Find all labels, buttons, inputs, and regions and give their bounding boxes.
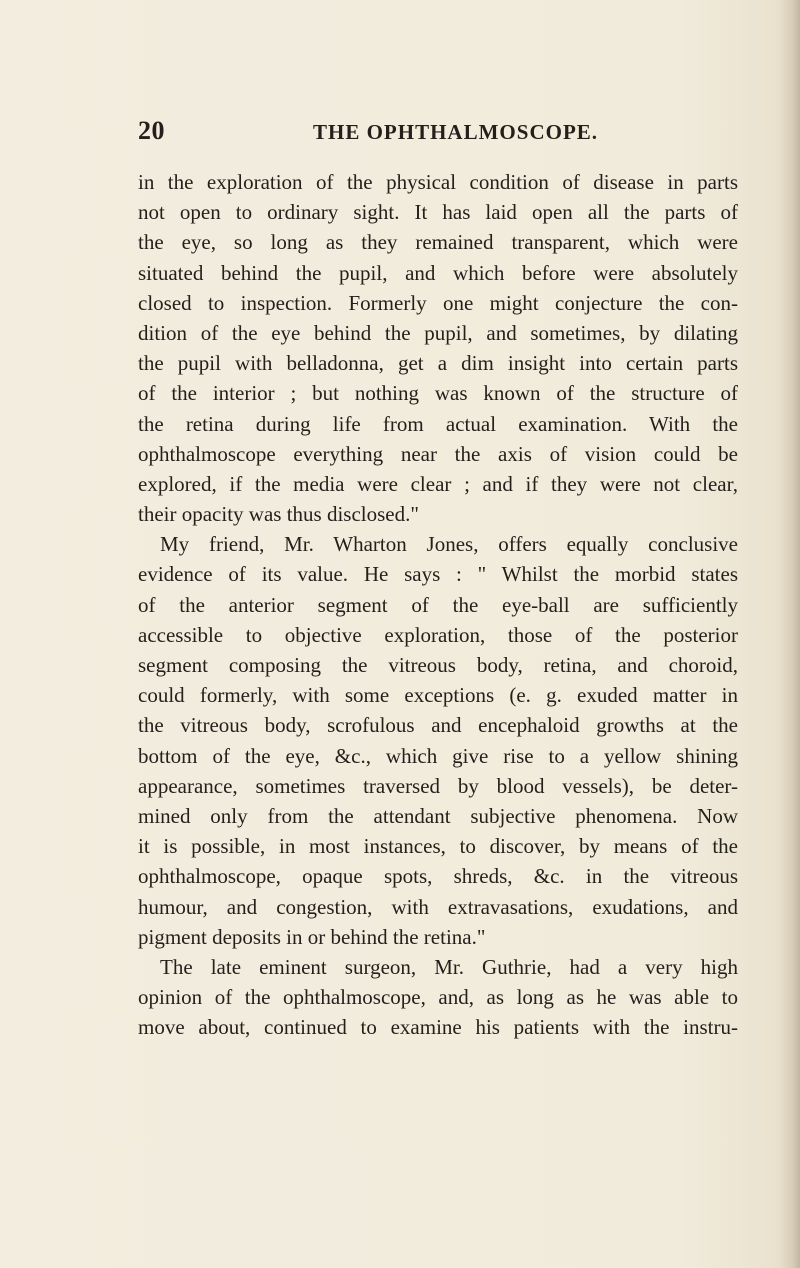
text-line: explored, if the media were clear ; and if they were not clear, <box>138 471 738 496</box>
text-line: the retina during life from actual examination. With the <box>138 411 738 436</box>
text-line: in the exploration of the physical condition of disease in parts <box>138 170 738 194</box>
text-line: opinion of the ophthalmoscope, and, as long as he was able to <box>138 985 738 1010</box>
text-line: My friend, Mr. Wharton Jones, offers equally conclusive <box>160 532 738 557</box>
running-title: THE OPHTHALMOSCOPE. <box>313 120 599 144</box>
page-header <box>138 116 738 152</box>
page-number: 20 <box>138 116 165 145</box>
text-line: humour, and congestion, with extravasations, exudations, and <box>138 894 738 919</box>
text-line: the pupil with belladonna, get a dim insight into certain parts <box>138 351 738 376</box>
text-line: ophthalmoscope, opaque spots, shreds, &c. in the vitreous <box>138 864 738 889</box>
text-line: situated behind the pupil, and which before were absolutely <box>138 260 738 285</box>
text-line: dition of the eye behind the pupil, and sometimes, by dilating <box>138 320 738 345</box>
text-line: of the anterior segment of the eye-ball are sufficiently <box>138 592 738 617</box>
text-line: evidence of its value. He says : " Whilst the morbid states <box>138 562 738 587</box>
text-line: bottom of the eye, &c., which give rise to a yellow shining <box>138 743 738 768</box>
text-line: mined only from the attendant subjective phenomena. Now <box>138 803 738 828</box>
text-line: the vitreous body, scrofulous and encephaloid growths at the <box>138 713 738 738</box>
text-line: pigment deposits in or behind the retina." <box>138 924 486 949</box>
text-line: not open to ordinary sight. It has laid open all the parts of <box>138 200 738 225</box>
body-text <box>138 167 738 1042</box>
text-line: appearance, sometimes traversed by blood vessels), be deter- <box>138 773 738 798</box>
text-line: The late eminent surgeon, Mr. Guthrie, had a very high <box>160 954 738 979</box>
text-line: segment composing the vitreous body, retina, and choroid, <box>138 653 738 677</box>
text-line: it is possible, in most instances, to discover, by means of the <box>138 834 738 859</box>
page-edge-shadow <box>780 0 800 1268</box>
text-line: of the interior ; but nothing was known of the structure of <box>138 381 738 406</box>
text-line: could formerly, with some exceptions (e. g. exuded matter in <box>138 683 738 708</box>
text-line: ophthalmoscope everything near the axis of vision could be <box>138 441 738 466</box>
text-line: accessible to objective exploration, those of the posterior <box>138 622 738 647</box>
text-line: the eye, so long as they remained transparent, which were <box>138 230 738 255</box>
text-line: their opacity was thus disclosed." <box>138 502 419 527</box>
text-line: closed to inspection. Formerly one might conjecture the con- <box>138 290 738 315</box>
text-line: move about, continued to examine his patients with the instru- <box>138 1015 738 1040</box>
